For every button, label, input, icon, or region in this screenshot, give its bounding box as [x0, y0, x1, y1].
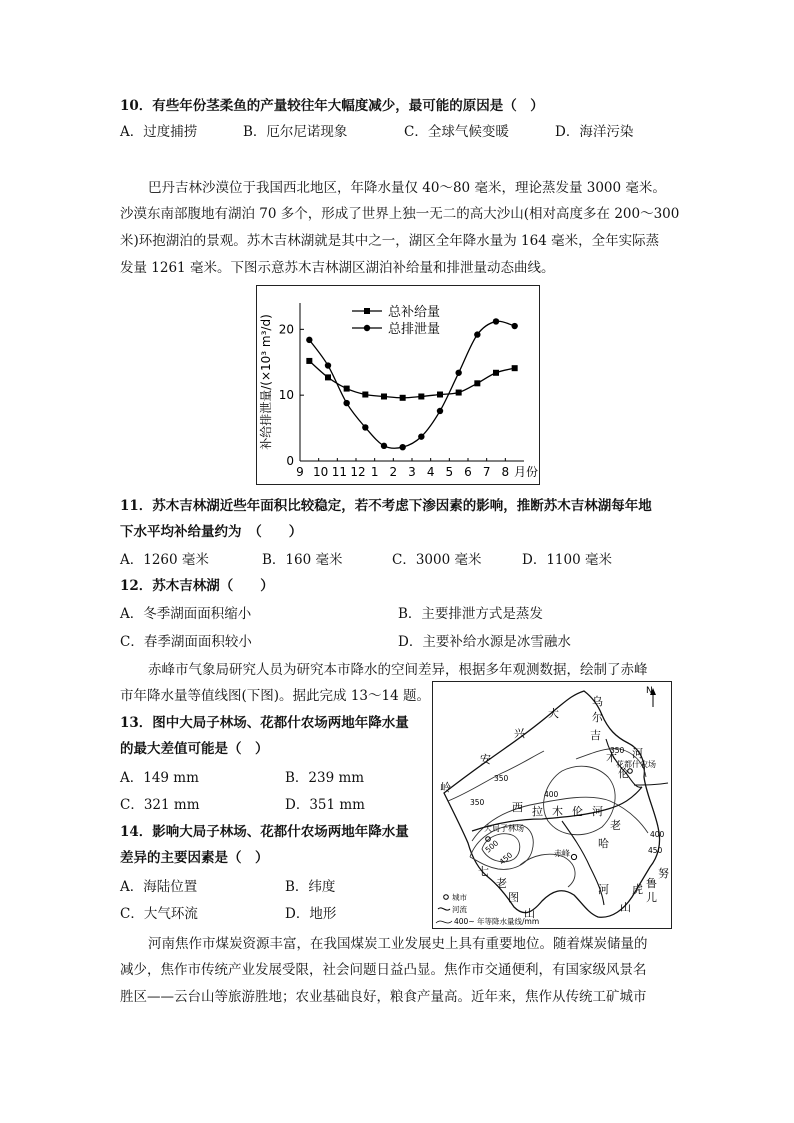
q14-option-d: D．地形: [285, 906, 337, 922]
mountain-label: 鲁: [646, 877, 657, 890]
point-supply: [306, 358, 312, 364]
passage1-line: 米)环抱湖泊的景观。苏木吉林湖就是其中之一，湖区全年降水量为 164 毫米，全年实际蒸: [120, 233, 660, 249]
river-label: 尔: [592, 711, 603, 724]
x-tick-label: 2: [389, 465, 398, 479]
q13-option-c: C．321 mm: [120, 797, 200, 813]
x-tick-label: 1: [370, 465, 379, 479]
mountain-label: 虎: [632, 883, 643, 896]
river-label: 伦: [572, 805, 583, 818]
legend-city: 城市: [452, 893, 467, 902]
q14-option-a: A．海陆位置: [120, 879, 198, 895]
q10-option-c: C．全球气候变暖: [404, 124, 509, 140]
isoline-value: 350: [494, 774, 509, 783]
river-label: 木: [552, 805, 563, 818]
q12-option-a: A．冬季湖面面积缩小: [120, 606, 252, 622]
x-tick-label: 7: [482, 465, 491, 479]
x-tick-label: 12: [350, 465, 366, 479]
isoline-value: 400: [650, 830, 665, 839]
point-discharge: [325, 362, 331, 368]
x-tick-label: 8: [501, 465, 510, 479]
point-supply: [400, 395, 406, 401]
point-supply: [456, 390, 462, 396]
legend-circle-marker: [364, 325, 370, 331]
x-tick-label: 4: [426, 465, 435, 479]
q13-stem-line: 的最大差值可能是（ ）: [120, 741, 269, 757]
q14-option-b: B．纬度: [285, 879, 336, 895]
passage1-line: 巴丹吉林沙漠位于我国西北地区，年降水量仅 40～80 毫米，理论蒸发量 3000 毫米。: [148, 180, 666, 196]
q13-option-b: B．239 mm: [285, 770, 365, 786]
point-supply: [362, 392, 368, 398]
place-huadushi: 花都什农场: [616, 760, 656, 769]
mountain-label: 七: [478, 865, 489, 878]
point-discharge: [418, 433, 424, 439]
passage1-line: 发量 1261 毫米。下图示意苏木吉林湖区湖泊补给量和排泄量动态曲线。: [120, 260, 555, 276]
point-supply: [493, 370, 499, 376]
point-discharge: [381, 443, 387, 449]
place-chifeng: 赤峰: [554, 849, 570, 858]
q10-stem: 10．有些年份茎柔鱼的产量较往年大幅度减少，最可能的原因是（ ）: [120, 98, 544, 114]
point-discharge: [455, 370, 461, 376]
mountain-label: 山: [620, 901, 631, 914]
point-discharge: [493, 318, 499, 324]
x-tick-label: 11: [331, 465, 347, 479]
mountain-label: 岭: [440, 781, 451, 794]
passage2-line: 赤峰市气象局研究人员为研究本市降水的空间差异，根据多年观测数据，绘制了赤峰: [148, 662, 648, 678]
passage1-line: 沙漠东南部腹地有湖泊 70 多个，形成了世界上独一无二的高大沙山(相对高度多在 200～300: [120, 206, 680, 222]
river-label: 木: [606, 751, 617, 764]
mountain-label: 图: [508, 891, 519, 904]
river-label: 哈: [598, 837, 609, 850]
y-tick-label: 10: [278, 388, 294, 403]
mountain-label: 安: [480, 753, 491, 766]
q11-option-a: A．1260 毫米: [120, 552, 209, 568]
legend-label: 总补给量: [388, 305, 441, 320]
point-supply: [474, 380, 480, 386]
q11-option-c: C．3000 毫米: [392, 552, 482, 568]
q11-stem-line: 11．苏木吉林湖近些年面积比较稳定，若不考虑下渗因素的影响，推断苏木吉林湖每年地: [120, 498, 652, 514]
isoline-value: 350: [470, 798, 485, 807]
x-tick-label: 6: [464, 465, 472, 479]
point-supply: [418, 393, 424, 399]
river-label: 乌: [592, 695, 603, 708]
river-label: 伦: [618, 767, 629, 780]
river-label: 老: [610, 819, 621, 832]
series-line-0: [309, 361, 514, 398]
q12-option-b: B．主要排泄方式是蒸发: [398, 606, 543, 622]
river-label: 河: [632, 747, 643, 760]
point-discharge: [306, 337, 312, 343]
legend-square-marker: [364, 308, 370, 314]
q11-option-d: D．1100 毫米: [522, 552, 612, 568]
q14-stem-line: 14．影响大局子林场、花都什农场两地年降水量: [120, 824, 409, 840]
y-tick-label: 20: [278, 322, 294, 337]
mountain-label: 山: [524, 907, 535, 920]
isoline-value: 400: [544, 790, 559, 799]
mountain-label: 兴: [514, 727, 525, 740]
q13-option-d: D．351 mm: [285, 797, 365, 813]
legend-label: 总排泄量: [388, 322, 441, 337]
y-axis-label: 补给排泄量/(×10³ m³/d): [259, 314, 273, 450]
q10-option-b: B．厄尔尼诺现象: [243, 124, 348, 140]
isoline-value: 450: [497, 850, 515, 867]
river-label: 河: [592, 805, 603, 818]
point-supply: [325, 374, 331, 380]
river-label: 吉: [590, 729, 601, 742]
legend-river: 河流: [452, 905, 467, 914]
y-tick-label: 0: [286, 454, 294, 468]
river-label: 西: [512, 801, 523, 814]
x-tick-label: 10: [313, 465, 329, 479]
x-tick-label: 9: [296, 465, 304, 479]
river-label: 河: [598, 883, 609, 896]
q10-option-d: D．海洋污染: [555, 124, 634, 140]
isoline-value: 450: [648, 846, 663, 855]
isoline-value: 500: [483, 838, 501, 855]
q13-stem-line: 13．图中大局子林场、花都什农场两地年降水量: [120, 715, 409, 731]
point-discharge: [399, 444, 405, 450]
river-label: 拉: [532, 805, 543, 818]
isoline-value: 350: [610, 746, 625, 755]
passage3-line: 河南焦作市煤炭资源丰富，在我国煤炭工业发展史上具有重要地位。随着煤炭储量的: [148, 936, 648, 952]
q10-option-a: A．过度捕捞: [120, 124, 198, 140]
point-discharge: [437, 408, 443, 414]
passage2-line: 市年降水量等值线图(下图)。据此完成 13～14 题。: [120, 688, 430, 704]
q12-option-c: C．春季湖面面积较小: [120, 634, 252, 650]
north-label: N: [646, 686, 653, 696]
q13-option-a: A．149 mm: [120, 770, 199, 786]
point-discharge: [511, 323, 517, 329]
point-discharge: [362, 424, 368, 430]
mountain-label: 儿: [646, 891, 657, 904]
mountain-label: 大: [548, 707, 559, 720]
mountain-label: 老: [496, 877, 507, 890]
legend-isoline: 400~ 年等降水量线/mm: [454, 917, 540, 926]
q11-stem-line: 下水平均补给量约为 （ ）: [120, 524, 303, 540]
passage3-line: 胜区——云台山等旅游胜地；农业基础良好，粮食产量高。近年来，焦作从传统工矿城市: [120, 989, 647, 1005]
x-axis-suffix: 月份: [514, 465, 539, 479]
point-supply: [344, 386, 350, 392]
q14-stem-line: 差异的主要因素是（ ）: [120, 850, 269, 866]
mountain-label: 努: [658, 867, 669, 880]
point-supply: [381, 393, 387, 399]
q12-option-d: D．主要补给水源是冰雪融水: [398, 634, 571, 650]
place-dajuzi: 大局子林场: [484, 824, 524, 833]
x-tick-label: 3: [408, 465, 416, 479]
point-discharge: [343, 400, 349, 406]
point-supply: [437, 392, 443, 398]
q11-option-b: B．160 毫米: [262, 552, 343, 568]
point-discharge: [474, 331, 480, 337]
chifeng-precipitation-map: [432, 681, 672, 929]
x-tick-label: 5: [445, 465, 454, 479]
lake-budget-chart: [256, 285, 540, 485]
q12-stem: 12．苏木吉林湖（ ）: [120, 578, 274, 594]
point-supply: [512, 365, 518, 371]
q14-option-c: C．大气环流: [120, 906, 198, 922]
passage3-line: 减少，焦作市传统产业发展受限，社会问题日益凸显。焦作市交通便利，有国家级风景名: [120, 962, 647, 978]
